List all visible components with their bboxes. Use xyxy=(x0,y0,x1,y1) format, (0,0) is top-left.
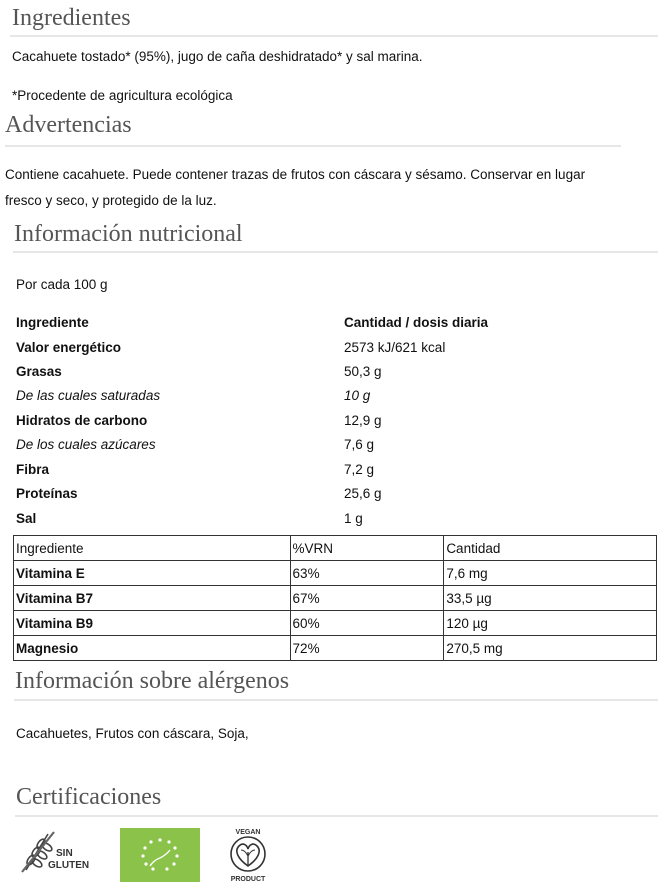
vitamin-name: Vitamina B7 xyxy=(14,586,291,611)
vitamins-header-cell: Ingrediente xyxy=(14,536,291,561)
certifications-heading: Certificaciones xyxy=(16,784,162,810)
gluten-free-icon xyxy=(20,830,98,874)
nutrition-header-ingredient: Ingrediente xyxy=(16,315,89,330)
nutrition-row-value: 2573 kJ/621 kcal xyxy=(344,340,446,355)
nutrition-row-value: 1 g xyxy=(344,511,363,526)
allergens-text: Cacahuetes, Frutos con cáscara, Soja, xyxy=(16,726,249,741)
nutrition-row-name: De los cuales azúcares xyxy=(16,437,156,452)
vitamin-amount: 7,6 mg xyxy=(444,561,657,586)
warnings-divider xyxy=(5,145,621,147)
nutrition-row xyxy=(16,388,616,410)
nutrition-row-name: Proteínas xyxy=(16,486,78,501)
gluten-free-badge xyxy=(20,830,98,874)
nutrition-row-name: Hidratos de carbono xyxy=(16,413,148,428)
ingredients-footnote: *Procedente de agricultura ecológica xyxy=(12,88,233,103)
nutrition-header-row xyxy=(16,315,616,337)
nutrition-row xyxy=(16,486,616,508)
vitamins-header-row xyxy=(14,536,657,561)
allergens-divider xyxy=(14,699,658,701)
vegan-label-bottom: PRODUCT xyxy=(230,876,266,882)
vitamin-vrn: 60% xyxy=(290,611,444,636)
nutrition-row xyxy=(16,364,616,386)
nutrition-row-name: Sal xyxy=(16,511,37,526)
table-row xyxy=(14,611,657,636)
gluten-free-label-line2: GLUTEN xyxy=(48,860,90,871)
vitamin-vrn: 72% xyxy=(290,636,444,661)
vitamin-name: Vitamina E xyxy=(14,561,291,586)
ingredients-text: Cacahuete tostado* (95%), jugo de caña deshidratado* y sal marina. xyxy=(12,49,423,64)
allergens-heading: Información sobre alérgenos xyxy=(15,668,290,694)
nutrition-row-value: 12,9 g xyxy=(344,413,382,428)
vitamins-table xyxy=(13,535,657,661)
eu-organic-badge xyxy=(120,828,200,882)
nutrition-row xyxy=(16,340,616,362)
vitamin-vrn: 63% xyxy=(290,561,444,586)
nutrition-row-value: 25,6 g xyxy=(344,486,382,501)
nutrition-row xyxy=(16,511,616,533)
vitamin-amount: 120 µg xyxy=(444,611,657,636)
vegan-product-badge xyxy=(222,826,274,882)
gluten-free-label-line1: SIN xyxy=(56,848,73,859)
vitamin-amount: 270,5 mg xyxy=(444,636,657,661)
table-row xyxy=(14,636,657,661)
ingredients-divider xyxy=(10,35,658,37)
nutrition-heading: Información nutricional xyxy=(14,221,243,247)
vitamin-vrn: 67% xyxy=(290,586,444,611)
table-row xyxy=(14,586,657,611)
vegan-product-icon xyxy=(222,826,274,882)
nutrition-row xyxy=(16,462,616,484)
nutrition-row-name: Fibra xyxy=(16,462,50,477)
vitamins-header-cell: Cantidad xyxy=(444,536,657,561)
vitamin-name: Vitamina B9 xyxy=(14,611,291,636)
warnings-text: Contiene cacahuete. Puede contener trazas de frutos con cáscara y sésamo. Conservar en lugar fresco y seco, y protegido de la luz. xyxy=(5,167,586,208)
warnings-heading: Advertencias xyxy=(5,112,132,138)
nutrition-row-name: De las cuales saturadas xyxy=(16,388,161,403)
nutrition-row-value: 50,3 g xyxy=(344,364,382,379)
nutrition-divider xyxy=(13,251,658,253)
vitamins-header-cell: %VRN xyxy=(290,536,444,561)
nutrition-per-amount: Por cada 100 g xyxy=(16,277,108,292)
certifications-divider xyxy=(15,815,658,817)
nutrition-row xyxy=(16,437,616,459)
eu-organic-leaf-icon xyxy=(120,828,200,882)
nutrition-row-value: 7,2 g xyxy=(344,462,375,477)
ingredients-heading: Ingredientes xyxy=(12,5,131,31)
table-row xyxy=(14,561,657,586)
vitamin-amount: 33,5 µg xyxy=(444,586,657,611)
nutrition-row-value: 7,6 g xyxy=(344,437,375,452)
nutrition-row-value: 10 g xyxy=(344,388,371,403)
nutrition-row-name: Valor energético xyxy=(16,340,122,355)
vitamin-name: Magnesio xyxy=(14,636,291,661)
nutrition-row xyxy=(16,413,616,435)
nutrition-row-name: Grasas xyxy=(16,364,62,379)
nutrition-header-amount: Cantidad / dosis diaria xyxy=(344,315,489,330)
vegan-label-top: VEGAN xyxy=(235,829,261,836)
